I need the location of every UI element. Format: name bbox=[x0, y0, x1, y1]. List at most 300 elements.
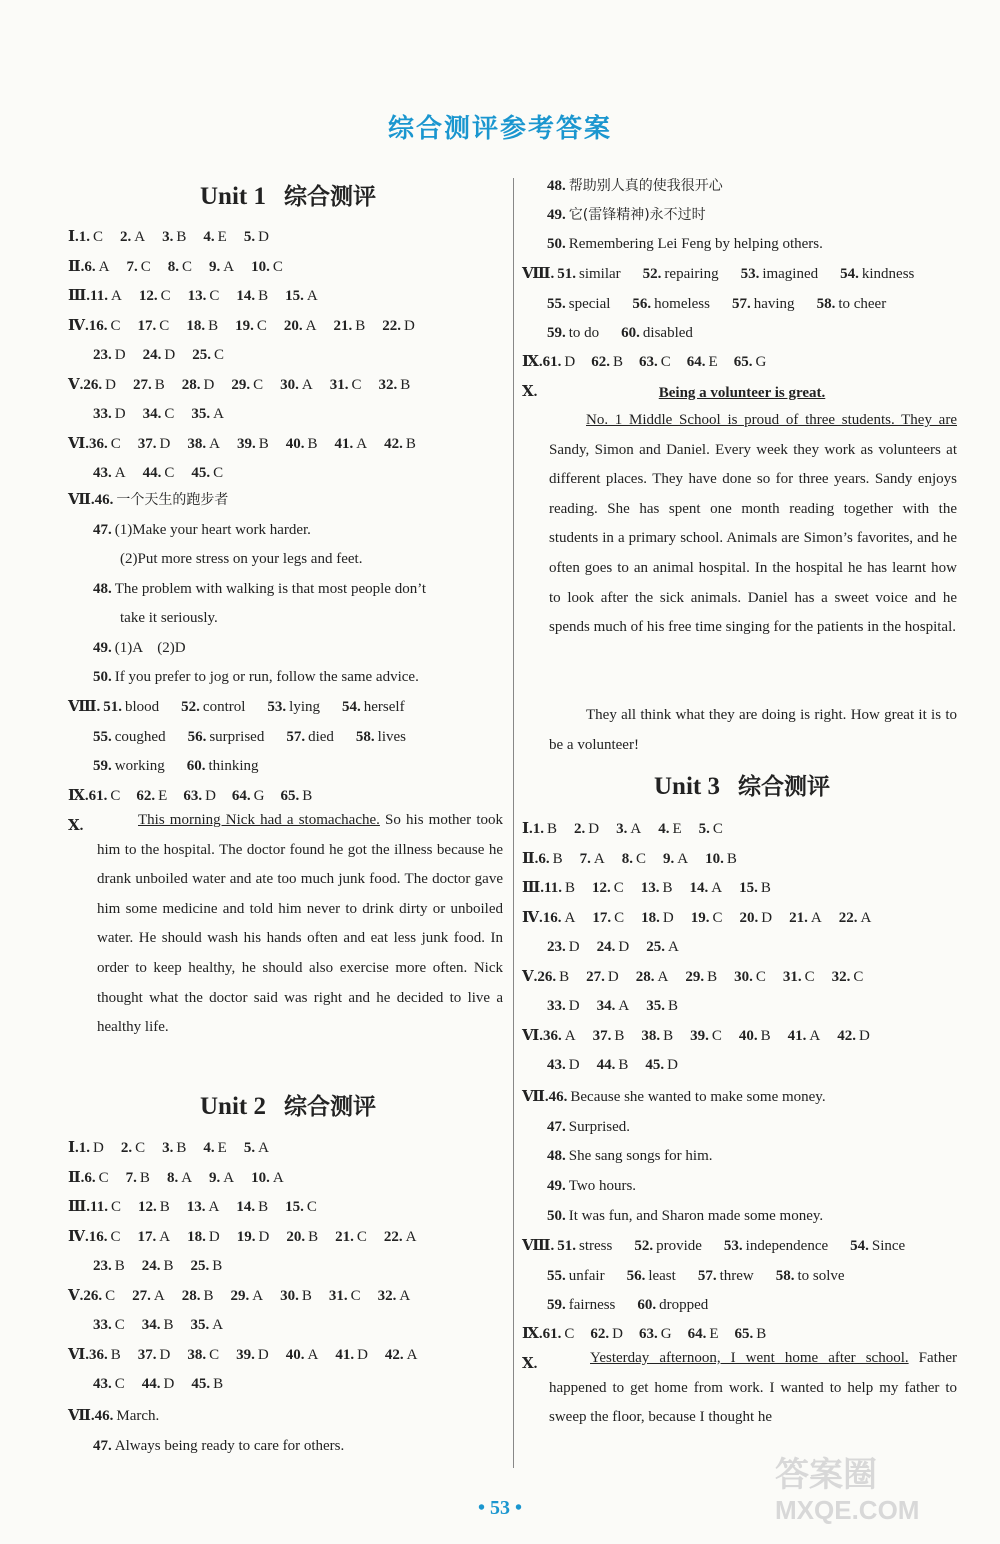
question-number: 20. bbox=[739, 909, 759, 926]
question-number: 41. bbox=[334, 435, 354, 452]
question-number: 52. bbox=[634, 1238, 654, 1254]
question-number: 30. bbox=[734, 968, 753, 985]
answer-value: A bbox=[306, 288, 318, 304]
answer-value: D bbox=[164, 347, 176, 363]
answer-row bbox=[68, 227, 286, 247]
answer-value: A bbox=[213, 406, 224, 422]
section-number: Ⅲ. bbox=[522, 880, 545, 896]
answer-value: C bbox=[164, 465, 175, 481]
answer-value: C bbox=[182, 258, 193, 275]
answer-value: E bbox=[158, 788, 168, 804]
unit1-q49: 49. (1)A (2)D bbox=[93, 640, 186, 656]
answer-value: D bbox=[93, 1140, 104, 1156]
answer-value: A bbox=[208, 1199, 220, 1215]
answer-value: control bbox=[202, 699, 246, 715]
unit1-q47a: 47. (1)Make your heart work harder. bbox=[93, 522, 311, 538]
question-number: 32. bbox=[831, 968, 851, 985]
ix-row bbox=[522, 1324, 782, 1344]
question-number: 38. bbox=[641, 1027, 661, 1044]
answer-value: B bbox=[760, 880, 771, 896]
answer-row bbox=[93, 463, 240, 483]
section-number: Ⅰ. bbox=[68, 229, 79, 245]
answer-value: B bbox=[159, 1199, 170, 1215]
question-number: 26. bbox=[83, 376, 103, 393]
answer-value: C bbox=[110, 435, 121, 452]
answer-value: C bbox=[114, 1317, 125, 1333]
question-number: 58. bbox=[816, 295, 836, 312]
answer-value: B bbox=[139, 1169, 150, 1186]
answer-row bbox=[68, 1168, 301, 1188]
answer-value: to do bbox=[568, 325, 600, 341]
unit2-q50: 50. Remembering Lei Feng by helping others. bbox=[547, 236, 823, 252]
viii-row bbox=[93, 756, 281, 776]
question-number: 28. bbox=[635, 968, 655, 985]
question-number: 26. bbox=[83, 1287, 103, 1304]
answer-value: C bbox=[256, 317, 267, 334]
answer-value: A bbox=[593, 850, 605, 867]
section-number: Ⅴ. bbox=[68, 376, 84, 393]
question-number: 8. bbox=[621, 850, 634, 867]
answer-value: C bbox=[105, 1287, 116, 1304]
answer-value: D bbox=[114, 347, 126, 363]
answer-row bbox=[93, 1374, 240, 1394]
question-number: 6. bbox=[84, 1169, 96, 1186]
question-number: 24. bbox=[141, 1258, 161, 1274]
question-number: 12. bbox=[137, 1199, 157, 1215]
answer-value: C bbox=[98, 1169, 109, 1186]
question-number: 5. bbox=[243, 1140, 256, 1156]
answer-value: unfair bbox=[568, 1267, 605, 1284]
question-number: 27. bbox=[132, 376, 152, 393]
question-number: 2. bbox=[120, 229, 132, 245]
question-number: 45. bbox=[191, 465, 211, 481]
question-number: 51. bbox=[557, 266, 576, 282]
unit1-q48b: take it seriously. bbox=[120, 610, 218, 626]
answer-value: B bbox=[662, 880, 673, 896]
answer-value: C bbox=[712, 909, 723, 926]
answer-value: G bbox=[253, 788, 265, 804]
answer-value: lying bbox=[289, 699, 321, 715]
answer-value: fairness bbox=[568, 1297, 616, 1313]
question-number: 17. bbox=[137, 317, 157, 334]
answer-value: A bbox=[618, 998, 630, 1014]
section-number: Ⅳ. bbox=[68, 317, 89, 334]
question-number: 9. bbox=[209, 1169, 221, 1186]
answer-value: D bbox=[568, 939, 580, 955]
answer-value: C bbox=[712, 821, 723, 837]
question-number: 19. bbox=[236, 1228, 256, 1245]
question-number: 14. bbox=[236, 1199, 256, 1215]
answer-value: A bbox=[305, 317, 317, 334]
question-number: 16. bbox=[88, 1228, 108, 1245]
answer-value: B bbox=[163, 1258, 174, 1274]
unit1-x-label: Ⅹ. bbox=[68, 818, 84, 834]
answer-value: B bbox=[114, 1258, 125, 1274]
answer-value: B bbox=[355, 317, 366, 334]
answer-value: A bbox=[860, 909, 872, 926]
answer-value: B bbox=[154, 376, 165, 393]
question-number: 15. bbox=[739, 880, 758, 896]
answer-row bbox=[93, 1315, 240, 1335]
answer-value: D bbox=[159, 435, 171, 452]
answer-value: to solve bbox=[797, 1267, 845, 1284]
answer-value: to cheer bbox=[838, 295, 887, 312]
question-number: 35. bbox=[191, 406, 211, 422]
section-number: Ⅸ. bbox=[522, 1326, 543, 1342]
question-number: 4. bbox=[658, 821, 670, 837]
answer-row bbox=[68, 286, 335, 306]
answer-value: B bbox=[258, 1199, 269, 1215]
answer-value: B bbox=[301, 1287, 312, 1304]
question-number: 34. bbox=[142, 406, 162, 422]
section-number: Ⅰ. bbox=[68, 1140, 79, 1156]
answer-value: B bbox=[405, 435, 416, 452]
answer-value: kindness bbox=[861, 266, 915, 282]
question-number: 55. bbox=[547, 1267, 566, 1284]
answer-value: D bbox=[258, 229, 269, 245]
question-number: 4. bbox=[203, 229, 215, 245]
question-number: 53. bbox=[723, 1238, 743, 1254]
answer-value: B bbox=[667, 998, 678, 1014]
section-number: Ⅵ. bbox=[68, 435, 89, 452]
unit2-x-label: Ⅹ. bbox=[522, 384, 538, 400]
answer-value: D bbox=[403, 317, 415, 334]
answer-value: B bbox=[400, 376, 411, 393]
question-number: 18. bbox=[186, 317, 206, 334]
answer-value: working bbox=[114, 758, 165, 774]
answer-value: A bbox=[114, 465, 126, 481]
answer-value: D bbox=[564, 354, 576, 370]
answer-row bbox=[93, 1256, 239, 1276]
question-number: 10. bbox=[251, 1169, 270, 1186]
answer-value: A bbox=[110, 288, 122, 304]
viii-row bbox=[547, 323, 715, 343]
question-number: 13. bbox=[640, 880, 660, 896]
section-number: Ⅴ. bbox=[68, 1287, 84, 1304]
answer-value: A bbox=[258, 1140, 269, 1156]
answer-value: lives bbox=[377, 728, 406, 745]
question-number: 39. bbox=[236, 435, 256, 452]
question-number: 22. bbox=[383, 1228, 403, 1245]
question-number: 3. bbox=[162, 229, 174, 245]
question-number: 18. bbox=[641, 909, 660, 926]
question-number: 60. bbox=[621, 325, 640, 341]
answer-value: B bbox=[302, 788, 313, 804]
question-number: 10. bbox=[705, 850, 724, 867]
viii-row bbox=[547, 1295, 730, 1315]
answer-value: A bbox=[307, 1346, 319, 1363]
answer-value: A bbox=[630, 821, 642, 837]
answer-row bbox=[522, 878, 788, 898]
answer-row bbox=[68, 316, 432, 336]
question-number: 43. bbox=[93, 465, 112, 481]
answer-value: C bbox=[272, 258, 283, 275]
answer-value: D bbox=[257, 1346, 269, 1363]
answer-value: A bbox=[405, 1228, 417, 1245]
question-number: 23. bbox=[93, 347, 112, 363]
unit2-essay: No. 1 Middle School is proud of three students. They are Sandy, Simon and Daniel. Every week they work as volunteers at different places. They have done so for three years. Sandy enjoys reading. She has spent one month reading together with the students in a primary school. Animals are Simon’s favorites, and he often goes to an animal hospital. In the hospital he has learnt how to look after the sick animals. Daniel has a sweet voice and he spends much of his free time singing for the patients in the hospital. bbox=[549, 412, 957, 636]
question-number: 60. bbox=[637, 1297, 657, 1313]
question-number: 7. bbox=[126, 258, 138, 275]
answer-row bbox=[68, 434, 433, 454]
question-number: 32. bbox=[377, 1287, 397, 1304]
question-number: 35. bbox=[190, 1317, 210, 1333]
question-number: 43. bbox=[93, 1376, 112, 1392]
answer-value: A bbox=[711, 880, 723, 896]
question-number: 53. bbox=[267, 699, 287, 715]
viii-row bbox=[547, 1266, 867, 1286]
question-number: 62. bbox=[591, 354, 610, 370]
question-number: 16. bbox=[88, 317, 108, 334]
answer-value: C bbox=[209, 288, 220, 304]
question-number: 7. bbox=[579, 850, 591, 867]
question-number: 12. bbox=[591, 880, 611, 896]
question-number: 44. bbox=[141, 1376, 161, 1392]
question-number: 56. bbox=[626, 1267, 646, 1284]
answer-value: C bbox=[209, 1346, 220, 1363]
question-number: 27. bbox=[586, 968, 605, 985]
answer-row bbox=[68, 257, 300, 277]
answer-value: C bbox=[356, 1228, 367, 1245]
question-number: 39. bbox=[690, 1027, 709, 1044]
answer-value: B bbox=[163, 1317, 174, 1333]
unit3-heading: Unit 3 综合测评 bbox=[654, 773, 830, 800]
question-number: 57. bbox=[697, 1267, 717, 1284]
question-number: 5. bbox=[243, 229, 256, 245]
unit2-heading: Unit 2 综合测评 bbox=[200, 1093, 376, 1120]
question-number: 20. bbox=[286, 1228, 306, 1245]
viii-row bbox=[93, 727, 428, 747]
question-number: 42. bbox=[384, 435, 403, 452]
answer-row bbox=[68, 375, 427, 395]
question-number: 1. bbox=[78, 229, 91, 245]
question-number: 61. bbox=[542, 354, 562, 370]
answer-value: C bbox=[140, 258, 151, 275]
question-number: 9. bbox=[209, 258, 221, 275]
unit3-q50: 50. It was fun, and Sharon made some money. bbox=[547, 1208, 824, 1224]
answer-value: D bbox=[105, 376, 116, 393]
section-number: Ⅰ. bbox=[522, 821, 533, 837]
question-number: 63. bbox=[639, 1326, 658, 1342]
section-number: Ⅷ. bbox=[68, 699, 101, 715]
answer-value: C bbox=[110, 317, 121, 334]
answer-value: D bbox=[588, 821, 600, 837]
answer-value: B bbox=[176, 1140, 187, 1156]
question-number: 51. bbox=[103, 699, 122, 715]
answer-value: D bbox=[662, 909, 674, 926]
answer-value: B bbox=[614, 1027, 625, 1044]
question-number: 64. bbox=[231, 788, 251, 804]
answer-value: A bbox=[677, 850, 689, 867]
question-number: 59. bbox=[93, 758, 112, 774]
answer-row bbox=[547, 1055, 695, 1075]
question-number: 32. bbox=[378, 376, 398, 393]
unit3-q48: 48. She sang songs for him. bbox=[547, 1148, 713, 1164]
question-number: 2. bbox=[574, 821, 586, 837]
question-number: 33. bbox=[93, 406, 112, 422]
answer-value: A bbox=[153, 1287, 165, 1304]
watermark-logo: 答案圈 MXQE.COM bbox=[775, 1455, 920, 1525]
answer-value: provide bbox=[656, 1238, 702, 1254]
answer-value: D bbox=[208, 1228, 220, 1245]
question-number: 9. bbox=[663, 850, 675, 867]
answer-value: C bbox=[711, 1027, 722, 1044]
answer-value: B bbox=[547, 821, 558, 837]
answer-value: C bbox=[159, 317, 170, 334]
answer-value: C bbox=[110, 788, 121, 804]
question-number: 22. bbox=[382, 317, 401, 334]
answer-row bbox=[522, 1026, 887, 1046]
answer-row bbox=[522, 819, 740, 839]
question-number: 64. bbox=[687, 1326, 707, 1342]
question-number: 1. bbox=[532, 821, 545, 837]
answer-value: D bbox=[163, 1376, 175, 1392]
question-number: 59. bbox=[547, 1297, 566, 1313]
page-number: • 53 • bbox=[477, 1497, 522, 1519]
answer-value: C bbox=[350, 1287, 361, 1304]
question-number: 2. bbox=[120, 1140, 133, 1156]
answer-row bbox=[547, 996, 695, 1016]
answer-value: D bbox=[607, 968, 619, 985]
question-number: 13. bbox=[187, 288, 207, 304]
answer-value: A bbox=[134, 229, 146, 245]
question-number: 14. bbox=[689, 880, 709, 896]
question-number: 20. bbox=[283, 317, 303, 334]
question-number: 44. bbox=[596, 1057, 616, 1073]
answer-value: B bbox=[212, 1258, 223, 1274]
answer-value: C bbox=[110, 1228, 121, 1245]
question-number: 33. bbox=[547, 998, 566, 1014]
answer-value: D bbox=[357, 1346, 368, 1363]
answer-value: C bbox=[253, 376, 264, 393]
answer-value: dropped bbox=[659, 1297, 709, 1313]
answer-value: D bbox=[568, 998, 580, 1014]
section-number: Ⅳ. bbox=[522, 909, 543, 926]
answer-value: B bbox=[707, 968, 718, 985]
question-number: 37. bbox=[137, 435, 157, 452]
unit3-x-label: Ⅹ. bbox=[522, 1356, 538, 1372]
question-number: 14. bbox=[236, 288, 256, 304]
answer-value: A bbox=[98, 258, 110, 275]
question-number: 11. bbox=[544, 880, 562, 896]
section-number: Ⅸ. bbox=[68, 788, 89, 804]
answer-value: D bbox=[612, 1326, 623, 1342]
question-number: 51. bbox=[557, 1238, 576, 1254]
question-number: 3. bbox=[616, 821, 628, 837]
question-number: 62. bbox=[136, 788, 156, 804]
question-number: 21. bbox=[335, 1228, 354, 1245]
question-number: 31. bbox=[329, 376, 349, 393]
question-number: 3. bbox=[162, 1140, 174, 1156]
viii-row bbox=[68, 697, 427, 717]
answer-value: A bbox=[272, 1169, 284, 1186]
answer-value: C bbox=[135, 1140, 146, 1156]
answer-value: C bbox=[853, 968, 864, 985]
column-divider bbox=[513, 178, 514, 1468]
answer-value: B bbox=[756, 1326, 767, 1342]
answer-value: D bbox=[859, 1027, 870, 1044]
question-number: 22. bbox=[838, 909, 858, 926]
question-number: 63. bbox=[639, 354, 658, 370]
question-number: 11. bbox=[90, 288, 108, 304]
question-number: 52. bbox=[642, 266, 662, 282]
ix-row bbox=[68, 786, 328, 806]
section-number: Ⅴ. bbox=[522, 968, 538, 985]
section-number: Ⅷ. bbox=[522, 1238, 555, 1254]
answer-value: A bbox=[810, 909, 822, 926]
answer-value: homeless bbox=[654, 295, 710, 312]
answer-value: C bbox=[804, 968, 815, 985]
answer-value: imagined bbox=[762, 266, 819, 282]
answer-value: B bbox=[258, 288, 269, 304]
section-number: Ⅱ. bbox=[68, 1169, 85, 1186]
question-number: 17. bbox=[592, 909, 612, 926]
question-number: 28. bbox=[181, 376, 201, 393]
unit2-essay-p2: They all think what they are doing is right. How great it is to be a volunteer! bbox=[549, 707, 957, 753]
answer-value: B bbox=[552, 850, 563, 867]
answer-value: C bbox=[351, 376, 362, 393]
answer-value: B bbox=[726, 850, 737, 867]
answer-value: repairing bbox=[664, 266, 719, 282]
answer-value: A bbox=[223, 258, 235, 275]
answer-value: D bbox=[114, 406, 126, 422]
answer-value: A bbox=[252, 1287, 264, 1304]
answer-row bbox=[68, 1197, 334, 1217]
question-number: 15. bbox=[285, 288, 304, 304]
answer-value: B bbox=[308, 1228, 319, 1245]
question-number: 25. bbox=[190, 1258, 210, 1274]
question-number: 37. bbox=[592, 1027, 612, 1044]
answer-value: B bbox=[307, 435, 318, 452]
section-number: Ⅲ. bbox=[68, 288, 91, 304]
question-number: 5. bbox=[698, 821, 710, 837]
answer-value: C bbox=[564, 1326, 575, 1342]
answer-value: C bbox=[755, 968, 766, 985]
question-number: 19. bbox=[235, 317, 254, 334]
question-number: 18. bbox=[187, 1228, 206, 1245]
unit2-q49: 49. 它(雷锋精神)永不过时 bbox=[547, 207, 706, 223]
question-number: 29. bbox=[231, 376, 251, 393]
question-number: 30. bbox=[280, 376, 299, 393]
question-number: 15. bbox=[285, 1199, 304, 1215]
answer-value: B bbox=[559, 968, 570, 985]
answer-row bbox=[68, 1345, 435, 1365]
section-number: Ⅳ. bbox=[68, 1228, 89, 1245]
unit1-q47b: (2)Put more stress on your legs and feet. bbox=[120, 551, 363, 567]
question-number: 41. bbox=[787, 1027, 807, 1044]
section-number: Ⅵ. bbox=[522, 1027, 543, 1044]
answer-value: E bbox=[672, 821, 682, 837]
question-number: 23. bbox=[93, 1258, 112, 1274]
question-number: 8. bbox=[167, 258, 180, 275]
question-number: 24. bbox=[596, 939, 616, 955]
question-number: 62. bbox=[590, 1326, 610, 1342]
unit1-q46: Ⅶ.46. 一个天生的跑步者 bbox=[68, 492, 229, 508]
question-number: 23. bbox=[547, 939, 566, 955]
question-number: 36. bbox=[89, 435, 108, 452]
question-number: 29. bbox=[230, 1287, 250, 1304]
question-number: 65. bbox=[733, 354, 753, 370]
answer-value: A bbox=[667, 939, 679, 955]
unit3-q46: Ⅶ.46. Because she wanted to make some money. bbox=[522, 1089, 826, 1105]
question-number: 64. bbox=[686, 354, 706, 370]
question-number: 58. bbox=[355, 728, 375, 745]
unit1-q50: 50. If you prefer to jog or run, follow the same advice. bbox=[93, 669, 419, 685]
answer-value: D bbox=[205, 788, 216, 804]
question-number: 19. bbox=[690, 909, 710, 926]
question-number: 35. bbox=[646, 998, 665, 1014]
answer-value: C bbox=[660, 354, 671, 370]
